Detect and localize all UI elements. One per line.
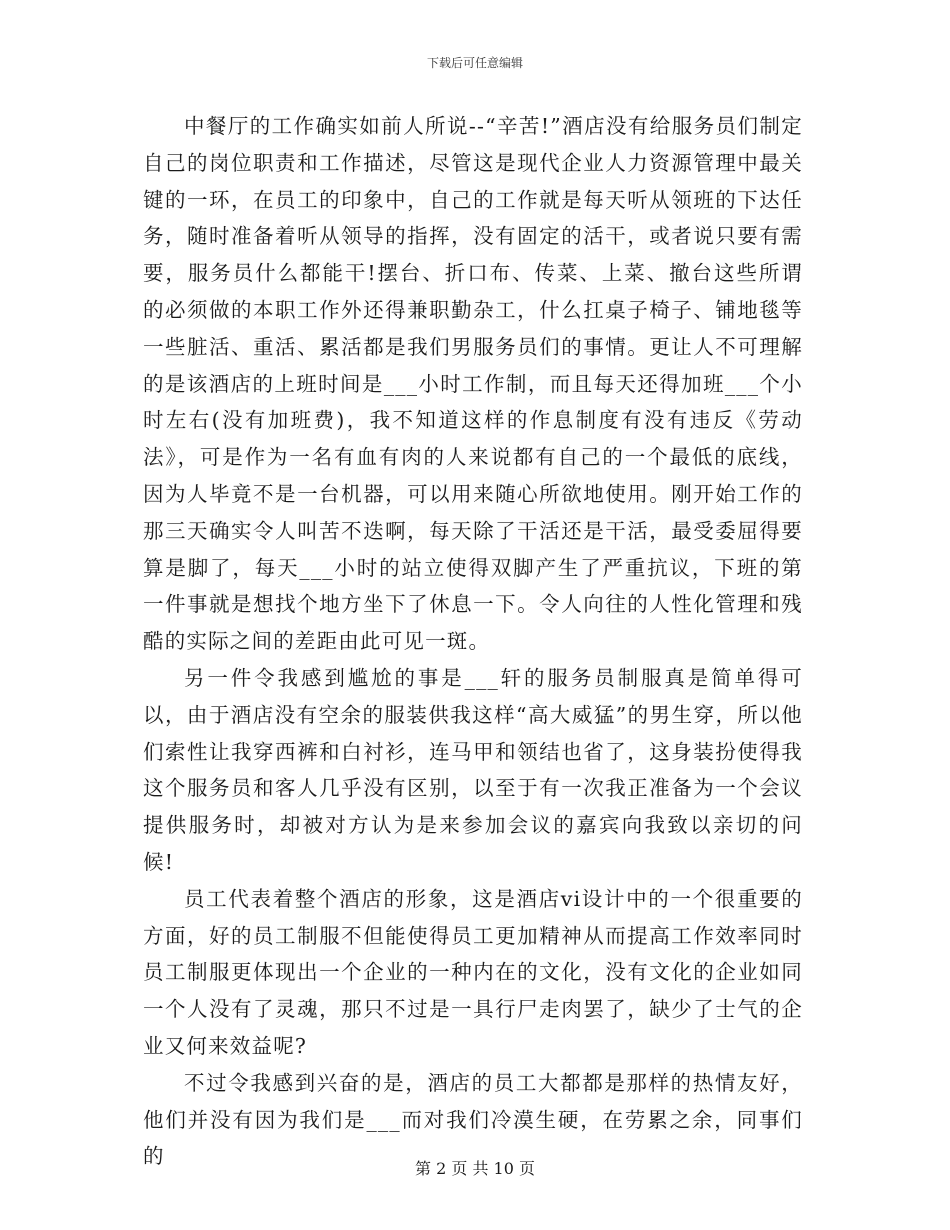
page-footer: 第 2 页 共 10 页	[415, 1159, 535, 1178]
page-header: 下载后可任意编辑	[426, 56, 523, 70]
paragraph-1: 中餐厅的工作确实如前人所说--“辛苦!”酒店没有给服务员们制定自己的岗位职责和工作描述，尽管这是现代企业人力资源管理中最关键的一环，在员工的印象中，自己的工作就是每天听从领班的下达任务，随时准备着听从领导的指挥，没有固定的活干，或者说只要有需要，服务员什么都能干!摆台、折口布、传菜、上菜、撤台这些所谓的必须做的本职工作外还得兼职勤杂工，什么扛桌子椅子、铺地毯等一些脏活、重活、累活都是我们男服务员们的事情。更让人不可理解的是该酒店的上班时间是___小时工作制，而且每天还得加班___个小时左右(没有加班费)，我不知道这样的作息制度有没有违反《劳动法》，可是作为一名有血有肉的人来说都有自己的一个最低的底线，因为人毕竟不是一台机器，可以用来随心所欲地使用。刚开始工作的那三天确实令人叫苦不迭啊，每天除了干活还是干活，最受委屈得要算是脚了，每天___小时的站立使得双脚产生了严重抗议，下班的第一件事就是想找个地方坐下了休息一下。令人向往的人性化管理和残酷的实际之间的差距由此可见一斑。	[143, 114, 803, 654]
document-body	[143, 108, 803, 1175]
paragraph-4: 不过令我感到兴奋的是，酒店的员工大都都是那样的热情友好，他们并没有因为我们是___而对我们冷漠生硬，在劳累之余，同事们的	[143, 1070, 803, 1169]
paragraph-2: 另一件令我感到尴尬的事是___轩的服务员制服真是简单得可以，由于酒店没有空余的服装供我这样“高大威猛”的男生穿，所以他们索性让我穿西裤和白衬衫，连马甲和领结也省了，这身装扮使得我这个服务员和客人几乎没有区别，以至于有一次我正准备为一个会议提供服务时，却被对方认为是来参加会议的嘉宾向我致以亲切的问候!	[143, 665, 803, 874]
paragraph-3: 员工代表着整个酒店的形象，这是酒店vi设计中的一个很重要的方面，好的员工制服不但能使得员工更加精神从而提高工作效率同时员工制服更体现出一个企业的一种内在的文化，没有文化的企业如同一个人没有了灵魂，那只不过是一具行尸走肉罢了，缺少了士气的企业又何来效益呢?	[143, 886, 803, 1058]
